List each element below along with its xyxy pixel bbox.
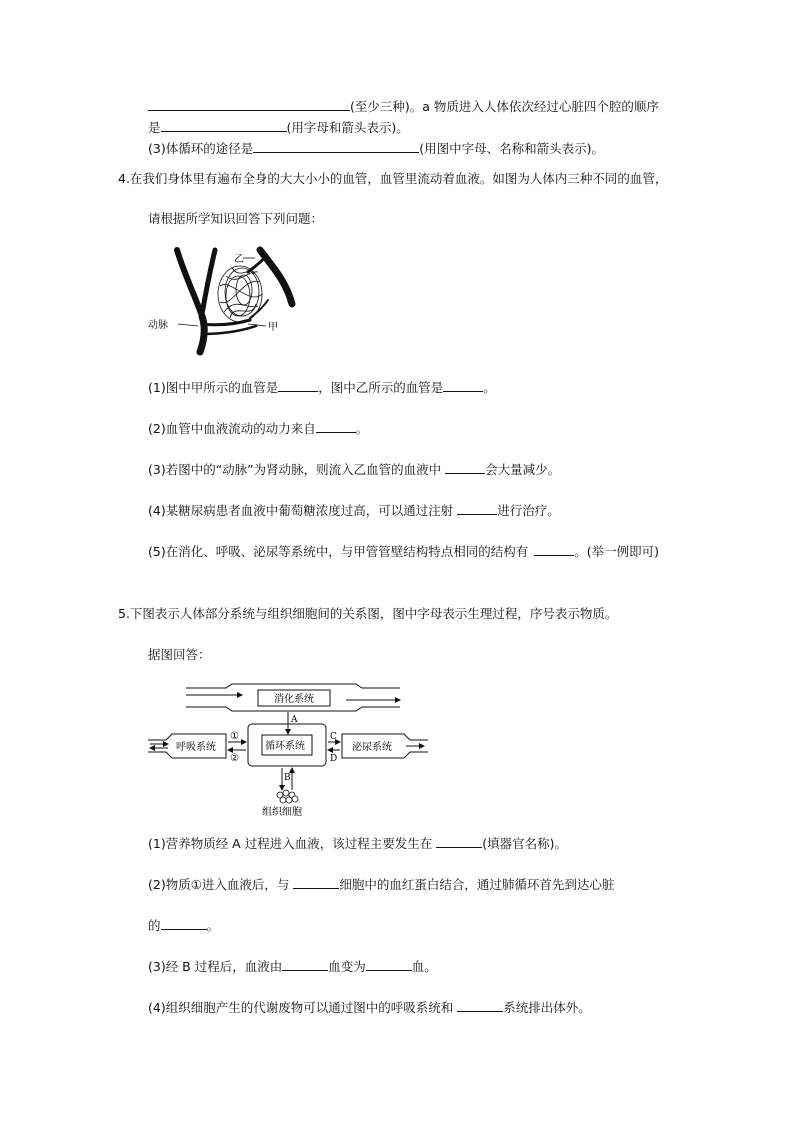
label-D: D bbox=[330, 754, 338, 764]
q5-p1: (1)营养物质经 A 过程进入血液，该过程主要发生在 (填器官名称)。 bbox=[148, 836, 567, 851]
q4-blank-2[interactable] bbox=[316, 420, 356, 433]
q4-blank-5[interactable] bbox=[534, 543, 574, 556]
q5-blank-3b[interactable] bbox=[366, 958, 412, 971]
q4-p5: (5)在消化、呼吸、泌尿等系统中，与甲管管壁结构特点相同的结构有 。(举一例即可) bbox=[148, 544, 659, 559]
q4-blank-3[interactable] bbox=[445, 461, 485, 474]
q3-line3: (3)体循环的途径是 (用图中字母、名称和箭头表示)。 bbox=[148, 141, 604, 156]
label-respiratory: 呼吸系统 bbox=[176, 742, 216, 753]
q4-p4: (4)某糖尿病患者血液中葡萄糖浓度过高，可以通过注射 进行治疗。 bbox=[148, 503, 560, 518]
q5-blank-2b[interactable] bbox=[161, 917, 207, 930]
label-n1: ① bbox=[230, 731, 239, 742]
q5-blank-1[interactable] bbox=[436, 835, 482, 848]
q4-p3: (3)若图中的“动脉”为肾动脉，则流入乙血管的血液中 会大量减少。 bbox=[148, 462, 561, 477]
label-n2: ② bbox=[230, 753, 239, 764]
q4-stem: 4.在我们身体里有遍布全身的大大小小的血管，血管里流动着血液。如图为人体内三种不同的血管， bbox=[118, 171, 668, 186]
label-tissue: 组织细胞 bbox=[262, 807, 302, 818]
q4-blank-1a[interactable] bbox=[278, 379, 318, 392]
q4-blank-1b[interactable] bbox=[443, 379, 483, 392]
q3-blank-3[interactable] bbox=[253, 140, 419, 153]
q4-prompt: 请根据所学知识回答下列问题： bbox=[148, 211, 324, 226]
label-circulatory: 循环系统 bbox=[265, 741, 305, 752]
label-C: C bbox=[330, 732, 337, 742]
q5-prompt: 据图回答： bbox=[148, 647, 211, 662]
label-urinary: 泌尿系统 bbox=[352, 742, 392, 753]
q3-line2: 是 (用字母和箭头表示)。 bbox=[148, 120, 409, 135]
q5-p3: (3)经 B 过程后，血液由 血变为 血。 bbox=[148, 959, 437, 974]
q3-line1: (至少三种)。a 物质进入人体依次经过心脏四个腔的顺序 bbox=[148, 98, 659, 115]
q5-blank-2a[interactable] bbox=[293, 876, 339, 889]
label-digestive: 消化系统 bbox=[274, 694, 314, 705]
label-yi: 乙 bbox=[234, 254, 244, 265]
q5-blank-3a[interactable] bbox=[282, 958, 328, 971]
q5-p2: (2)物质①进入血液后，与 细胞中的血红蛋白结合，通过肺循环首先到达心脏 bbox=[148, 877, 615, 892]
q4-p1: (1)图中甲所示的血管是 ，图中乙所示的血管是 。 bbox=[148, 380, 496, 395]
q3-blank-2[interactable] bbox=[161, 119, 287, 132]
label-jia: 甲 bbox=[268, 322, 278, 333]
label-artery: 动脉 bbox=[148, 320, 168, 331]
tissue-cells bbox=[277, 790, 298, 803]
q5-blank-4[interactable] bbox=[457, 999, 503, 1012]
label-A: A bbox=[291, 715, 298, 725]
q5-p2-cont: 的 。 bbox=[148, 918, 220, 933]
label-B: B bbox=[284, 773, 291, 783]
q4-p2: (2)血管中血液流动的动力来自 。 bbox=[148, 421, 369, 436]
blood-vessel-figure bbox=[140, 246, 300, 356]
q5-stem: 5.下图表示人体部分系统与组织细胞间的关系图，图中字母表示生理过程，序号表示物质。 bbox=[118, 606, 618, 621]
q5-p4: (4)组织细胞产生的代谢废物可以通过图中的呼吸系统和 系统排出体外。 bbox=[148, 1000, 591, 1015]
q4-blank-4[interactable] bbox=[457, 502, 497, 515]
q3-blank-1[interactable] bbox=[148, 98, 350, 111]
body-systems-figure bbox=[146, 680, 430, 820]
